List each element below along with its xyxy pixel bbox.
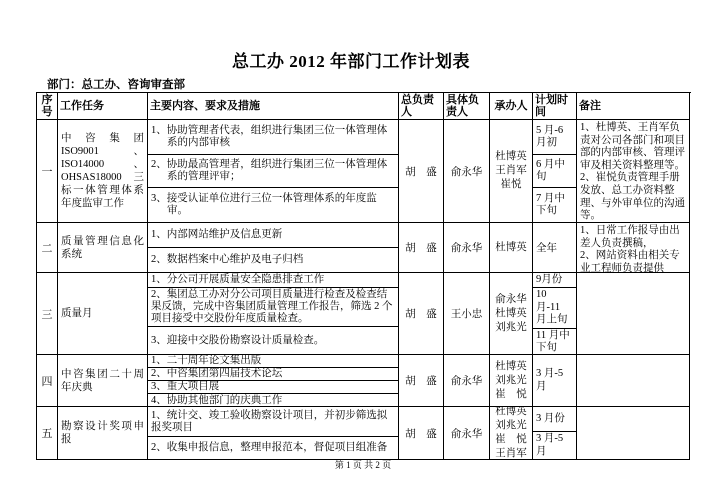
content-item: 3、迎接中交股份勘察设计质量检查。 xyxy=(151,334,325,346)
undertaker-name: 杜博英 xyxy=(495,360,527,372)
content-item: 2、中咨集团第四届技术论坛 xyxy=(148,368,398,381)
undertaker-name: 杜博英 xyxy=(495,407,527,417)
header-cell-specific: 具体负责人 xyxy=(444,93,490,120)
work-plan-table xyxy=(36,92,691,460)
specific-cell: 王小忠 xyxy=(444,273,490,355)
content-item: 1、分公司开展质量安全隐患排查工作 xyxy=(148,273,398,288)
undertaker-cell xyxy=(490,407,533,460)
undertaker-cell xyxy=(490,223,533,273)
row-index: 三 xyxy=(37,273,58,355)
lead-cell: 胡 盛 xyxy=(399,273,444,355)
undertaker-name: 王肖军 xyxy=(495,448,527,459)
task-text: 勘察设计奖项申报 xyxy=(61,421,144,445)
row-index: 五 xyxy=(37,407,58,460)
content-item: 4、协助其他部门的庆典工作 xyxy=(151,395,283,406)
lead-cell: 胡 盛 xyxy=(399,120,444,223)
remark-item: 1、杜博英、王肖军负责对公司各部门和项目部的内部审核、管理评审及相关资料整理等。 xyxy=(580,122,685,171)
table-row xyxy=(37,120,690,223)
task-cell xyxy=(58,407,148,460)
time-item: 5 月-6月初 xyxy=(533,120,576,155)
content-cell xyxy=(148,407,399,460)
table-row xyxy=(37,273,690,355)
undertaker-name: 崔 悦 xyxy=(495,434,527,445)
page-footer: 第 1 页 共 2 页 xyxy=(334,460,392,470)
table-row xyxy=(37,407,690,460)
department-label: 部门：总工办、咨询审查部 xyxy=(47,79,185,91)
content-item: 2、数据档案中心维护及电子归档 xyxy=(151,254,304,265)
time-cell xyxy=(533,120,577,223)
undertaker-name: 俞永华 xyxy=(495,293,527,305)
remark-cell xyxy=(577,355,690,407)
header-cell-index: 序号 xyxy=(37,93,58,120)
table-row xyxy=(37,355,690,407)
remark-item: 2、崔悦负责管理手册发放、总工办资料整理、与外审单位的沟通等。 xyxy=(580,172,685,222)
time-item: 7 月中下旬 xyxy=(536,192,565,216)
remark-item: 1、日常工作报导由出差人负责撰稿， xyxy=(580,225,680,249)
time-item: 9月份 xyxy=(533,273,576,288)
undertaker-cell xyxy=(490,120,533,223)
undertaker-cell xyxy=(490,355,533,407)
page-title: 总工办 2012 年部门工作计划表 xyxy=(232,52,470,71)
undertaker-name: 崔 悦 xyxy=(495,388,527,400)
remark-cell xyxy=(577,407,690,460)
time-item: 11 月中下旬 xyxy=(536,329,570,353)
time-item: 10 月-11 月上旬 xyxy=(533,288,576,329)
time-cell: 全年 xyxy=(533,223,577,273)
header-cell-undertaker: 承办人 xyxy=(490,93,533,120)
content-cell xyxy=(148,223,399,273)
undertaker-name: 刘兆光 xyxy=(495,374,527,386)
header-cell-time: 计划时间 xyxy=(533,93,577,120)
task-cell xyxy=(58,223,148,273)
row-index: 一 xyxy=(37,120,58,223)
row-index: 四 xyxy=(37,355,58,407)
remark-cell xyxy=(577,120,690,223)
undertaker-cell xyxy=(490,273,533,355)
content-item: 2、协助最高管理者，组织进行集团三位一体管理体系的管理评审； xyxy=(148,155,398,188)
task-text: 质量月 xyxy=(61,308,93,319)
undertaker-name: 刘兆光 xyxy=(495,420,527,431)
content-cell xyxy=(148,120,399,223)
header-cell-task: 工作任务 xyxy=(58,93,148,120)
remark-item: 2、网站资料由相关专业工程师负责提供 xyxy=(580,250,680,273)
specific-cell: 俞永华 xyxy=(444,355,490,407)
content-item: 1、二十周年论文集出版 xyxy=(148,355,398,368)
content-item: 3、接受认证单位进行三位一体管理体系的年度监审。 xyxy=(151,193,377,216)
undertaker-name: 杜博英 xyxy=(495,241,527,253)
content-item: 2、集团总工办对分公司项目质量进行检查及检查结果反馈，完成中咨集团质量管理工作报告，筛选 2 个项目接受中交股份年度质量检查。 xyxy=(148,288,398,327)
content-item: 3、重大项目展 xyxy=(148,381,398,394)
lead-cell: 胡 盛 xyxy=(399,223,444,273)
content-cell xyxy=(148,273,399,355)
time-cell xyxy=(533,407,577,460)
content-item: 1、统计交、竣工验收勘察设计项目，并初步筛选拟报奖项目 xyxy=(148,407,398,437)
content-item: 1、协助管理者代表，组织进行集团三位一体管理体系的内部审核 xyxy=(148,120,398,155)
undertaker-name: 崔悦 xyxy=(500,179,522,190)
time-cell: 3 月-5 月 xyxy=(533,355,577,407)
specific-cell: 俞永华 xyxy=(444,407,490,460)
content-cell xyxy=(148,355,399,407)
header-cell-lead: 总负责人 xyxy=(399,93,444,120)
specific-cell: 俞永华 xyxy=(444,120,490,223)
task-text: 质量管理信息化系统 xyxy=(61,235,144,260)
task-cell xyxy=(58,355,148,407)
task-text: 中咨集团二十周年庆典 xyxy=(61,368,144,393)
header-cell-content: 主要内容、要求及措施 xyxy=(148,93,399,120)
task-cell xyxy=(58,120,148,223)
task-cell xyxy=(58,273,148,355)
header-cell-remark: 备注 xyxy=(577,93,690,120)
table-header-row xyxy=(37,93,690,120)
undertaker-name: 杜博英 xyxy=(495,151,527,162)
time-item: 3 月份 xyxy=(533,407,576,432)
remark-cell xyxy=(577,223,690,273)
remark-cell xyxy=(577,273,690,355)
undertaker-name: 杜博英 xyxy=(495,307,527,319)
lead-cell: 胡 盛 xyxy=(399,407,444,460)
content-item: 2、收集申报信息，整理申报范本，督促项目组准备 xyxy=(151,442,388,453)
table-row xyxy=(37,223,690,273)
specific-cell: 俞永华 xyxy=(444,223,490,273)
time-item: 3 月-5 月 xyxy=(536,433,564,457)
lead-cell: 胡 盛 xyxy=(399,355,444,407)
undertaker-name: 刘兆光 xyxy=(495,321,527,333)
content-item: 1、内部网站维护及信息更新 xyxy=(148,223,398,248)
time-cell xyxy=(533,273,577,355)
row-index: 二 xyxy=(37,223,58,273)
time-item: 6 月中旬 xyxy=(533,155,576,188)
undertaker-name: 王肖军 xyxy=(495,165,527,176)
task-text: 中咨集团ISO9001、ISO14000、OHSAS18000 三标一体管理体系年度监审工作 xyxy=(61,133,144,209)
